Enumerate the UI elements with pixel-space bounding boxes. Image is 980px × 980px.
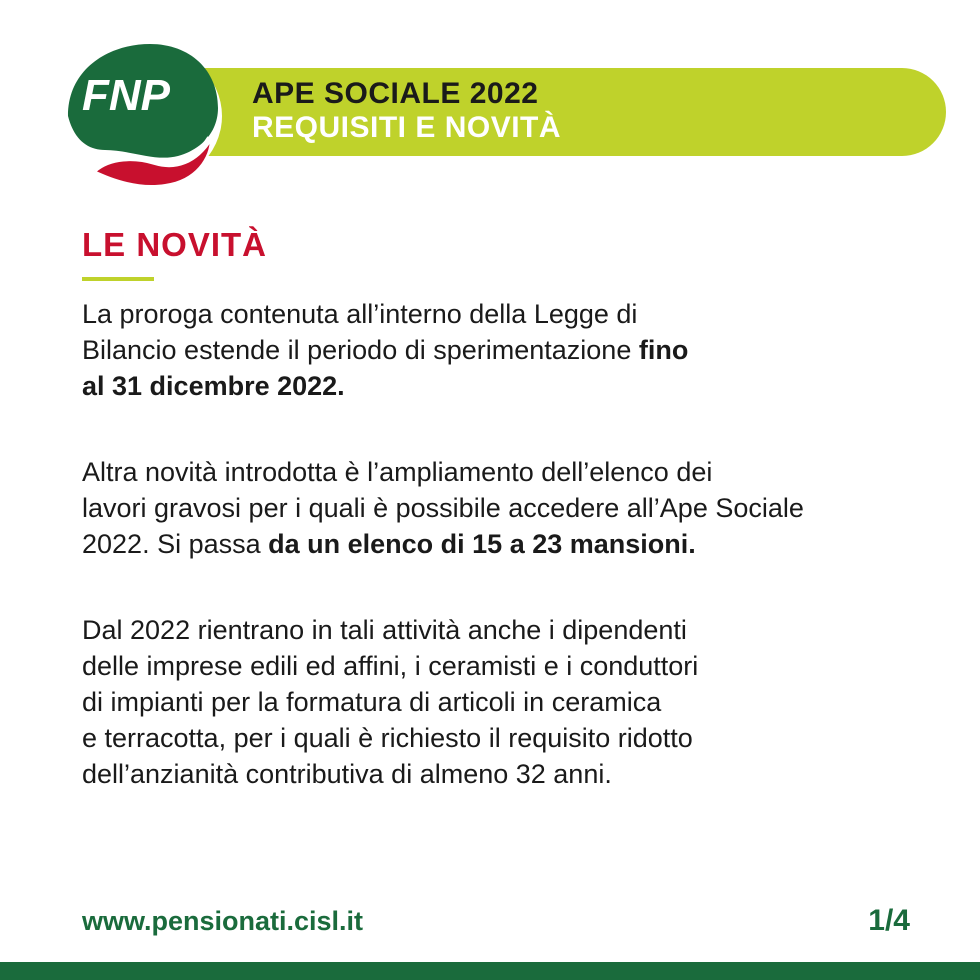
- paragraph-line: e terracotta, per i quali è richiesto il requisito ridotto: [82, 723, 693, 753]
- page-title: APE SOCIALE 2022: [252, 77, 539, 110]
- paragraph-lavori-gravosi: [82, 454, 922, 562]
- paragraph-line: lavori gravosi per i quali è possibile accedere all’Ape Sociale: [82, 493, 804, 523]
- fnp-logo-icon: [60, 38, 224, 188]
- page-number: 1/4: [868, 904, 910, 937]
- paragraph-line: La proroga contenuta all’interno della Legge di: [82, 299, 638, 329]
- section-heading: LE NOVITÀ: [82, 226, 268, 263]
- paragraph-bold: fino: [638, 335, 689, 365]
- page-subtitle: REQUISITI E NOVITÀ: [252, 111, 562, 144]
- heading-underline: [82, 277, 154, 281]
- logo-text: FNP: [82, 71, 170, 120]
- header-text: [252, 77, 561, 145]
- website-link[interactable]: www.pensionati.cisl.it: [82, 906, 364, 936]
- paragraph-line: Bilancio estende il periodo di sperimentazione: [82, 335, 639, 365]
- paragraph-line: Dal 2022 rientrano in tali attività anche i dipendenti: [82, 615, 687, 645]
- footer-bar: [0, 962, 980, 980]
- paragraph-bold: al 31 dicembre 2022.: [82, 371, 345, 401]
- paragraph-bold: da un elenco di 15 a 23 mansioni.: [268, 529, 696, 559]
- paragraph-line: Altra novità introdotta è l’ampliamento dell’elenco dei: [82, 457, 713, 487]
- paragraph-line: 2022. Si passa: [82, 529, 269, 559]
- paragraph-dal-2022: [82, 612, 922, 792]
- paragraph-line: delle imprese edili ed affini, i ceramisti e i conduttori: [82, 651, 699, 681]
- paragraph-line: dell’anzianità contributiva di almeno 32 anni.: [82, 759, 612, 789]
- paragraph-line: di impianti per la formatura di articoli in ceramica: [82, 687, 662, 717]
- paragraph-proroga: [82, 296, 922, 404]
